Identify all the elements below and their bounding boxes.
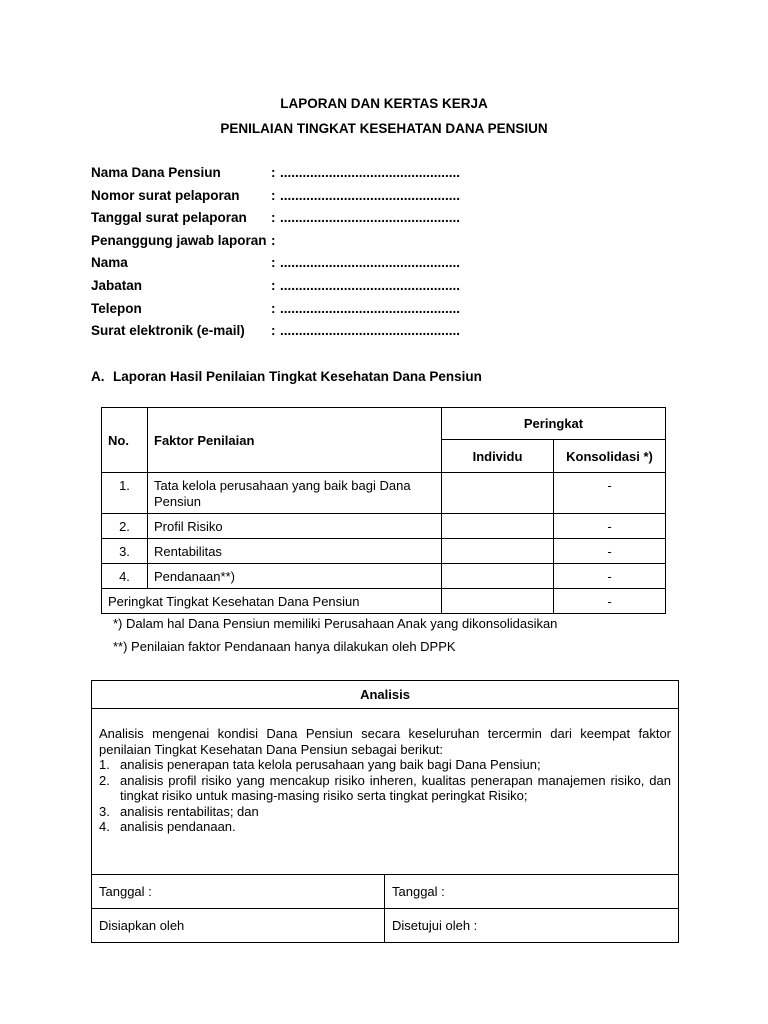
row-number: 3. — [102, 539, 148, 564]
table-row-total — [102, 589, 666, 614]
rating-table — [101, 407, 666, 614]
list-item — [99, 804, 671, 820]
list-item — [99, 819, 671, 835]
table-row — [102, 564, 666, 589]
row-faktor: Rentabilitas — [148, 539, 442, 564]
section-a-number: A. — [91, 369, 105, 384]
footnote: *) Dalam hal Dana Pensiun memiliki Perusahaan Anak yang dikonsolidasikan — [113, 616, 558, 631]
identity-value: ................................................ — [280, 300, 461, 316]
row-konsolidasi: - — [554, 514, 666, 539]
identity-colon: : — [271, 165, 276, 180]
row-faktor: Pendanaan**) — [148, 564, 442, 589]
identity-value: ................................................ — [280, 210, 461, 226]
document-title-line2: PENILAIAN TINGKAT KESEHATAN DANA PENSIUN — [220, 121, 548, 136]
table-row — [102, 514, 666, 539]
identity-colon: : — [271, 232, 276, 248]
section-a-heading — [91, 369, 482, 384]
rating-header-peringkat: Peringkat — [442, 408, 666, 440]
document-title-line1: LAPORAN DAN KERTAS KERJA — [280, 96, 488, 111]
list-item-text: analisis penerapan tata kelola perusahaan yang baik bagi Dana Pensiun; — [120, 757, 541, 772]
identity-label: Tanggal surat pelaporan — [91, 210, 247, 226]
tanggal-right: Tanggal : — [385, 875, 679, 909]
row-individu — [442, 539, 554, 564]
list-item-text: analisis pendanaan. — [120, 819, 236, 834]
row-number: 1. — [102, 473, 148, 514]
identity-label: Jabatan — [91, 277, 143, 293]
analisis-list — [99, 757, 671, 835]
identity-colon: : — [271, 255, 276, 271]
analisis-table — [91, 680, 679, 943]
identity-label: Telepon — [91, 300, 142, 316]
identity-value: ................................................ — [280, 255, 461, 271]
tanggal-left: Tanggal : — [92, 875, 385, 909]
identity-label: Nomor surat pelaporan — [91, 187, 240, 203]
footnote: **) Penilaian faktor Pendanaan hanya dilakukan oleh DPPK — [113, 639, 456, 654]
list-item-text: analisis profil risiko yang mencakup risiko inheren, kualitas penerapan manajemen risiko, dan tingkat risiko untuk masing-masing risiko serta tingkat peringkat Risiko; — [120, 772, 672, 803]
rating-header-konsolidasi: Konsolidasi *) — [554, 440, 666, 473]
analisis-body — [92, 709, 679, 875]
row-number: 2. — [102, 514, 148, 539]
list-item-number: 1. — [99, 757, 110, 772]
identity-value: ................................................ — [280, 277, 461, 293]
footnotes — [113, 616, 557, 662]
list-item — [99, 757, 671, 773]
identity-value: ................................................ — [280, 165, 461, 180]
section-a-title: Laporan Hasil Penilaian Tingkat Kesehatan Dana Pensiun — [113, 369, 482, 384]
rating-header-faktor: Faktor Penilaian — [148, 408, 442, 473]
list-item-number: 3. — [99, 803, 110, 819]
identity-label: Nama Dana Pensiun — [91, 165, 221, 180]
list-item-number: 4. — [99, 819, 110, 834]
disetujui-oleh: Disetujui oleh : — [385, 909, 679, 943]
identity-colon: : — [271, 323, 276, 339]
rating-header-individu: Individu — [442, 440, 554, 473]
list-item-text: analisis rentabilitas; dan — [120, 803, 259, 819]
total-label: Peringkat Tingkat Kesehatan Dana Pensiun — [102, 589, 442, 614]
row-individu — [442, 473, 554, 514]
table-row — [102, 539, 666, 564]
total-konsolidasi: - — [554, 589, 666, 614]
analisis-intro: Analisis mengenai kondisi Dana Pensiun secara keseluruhan tercermin dari keempat faktor penilaian Tingkat Kesehatan Dana Pensiun sebagai berikut: — [99, 726, 672, 757]
rating-header-no: No. — [102, 408, 148, 473]
row-konsolidasi: - — [554, 539, 666, 564]
list-item — [99, 773, 671, 804]
row-konsolidasi: - — [554, 564, 666, 589]
identity-label: Surat elektronik (e-mail) — [91, 323, 245, 339]
row-faktor: Tata kelola perusahaan yang baik bagi Dana Pensiun — [148, 473, 442, 514]
row-number: 4. — [102, 564, 148, 589]
disiapkan-oleh: Disiapkan oleh — [92, 909, 385, 943]
identity-value: ................................................ — [280, 323, 461, 339]
identity-colon: : — [271, 187, 276, 203]
table-row — [102, 473, 666, 514]
row-individu — [442, 514, 554, 539]
row-konsolidasi: - — [554, 473, 666, 514]
identity-colon: : — [271, 210, 276, 226]
row-individu — [442, 564, 554, 589]
analisis-heading: Analisis — [92, 681, 679, 709]
identity-value: ................................................ — [280, 187, 461, 203]
list-item-number: 2. — [99, 772, 110, 788]
identity-colon: : — [271, 300, 276, 316]
row-faktor: Profil Risiko — [148, 514, 442, 539]
total-individu — [442, 589, 554, 614]
identity-colon: : — [271, 277, 276, 293]
identity-label: Penanggung jawab laporan — [91, 232, 267, 248]
identity-label: Nama — [91, 255, 128, 271]
